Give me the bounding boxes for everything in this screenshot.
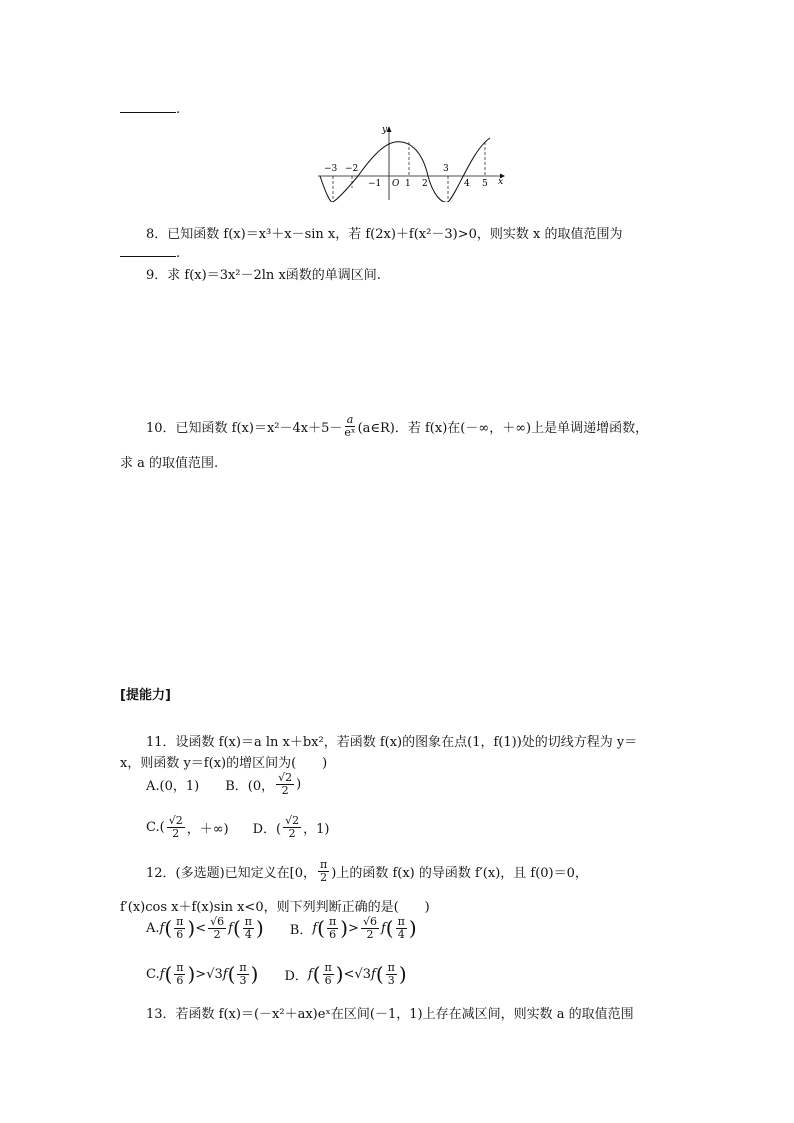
option-a[interactable]: A. f ( $\frac{\pi}{6}$ ) < $\frac{√6}{2}$ f ( $\frac{\pi}{4}$ ) [146, 915, 264, 941]
question-12-line2: f′(x)cos x＋f(x)sin x<0，则下列判断正确的是( ) [120, 900, 430, 915]
question-10: 10．已知函数 f(x)＝x²－4x＋5－ $\frac{a}{\text{eˣ}}$ (a∈R)．若 f(x)在(－∞，＋∞)上是单调递增函数， [146, 413, 649, 439]
section-title: [提能力] [120, 688, 171, 703]
question-12-options-ab [146, 916, 417, 940]
y-axis-label: y [382, 125, 388, 135]
option-b[interactable]: B． f ( $\frac{\pi}{6}$ ) > $\frac{√6}{2}$ f ( $\frac{\pi}{4}$ ) [289, 915, 417, 941]
question-10-line2: 求 a 的取值范围. [120, 456, 219, 471]
tick-label: −2 [345, 164, 359, 174]
question-8-answer-blank: . [120, 244, 180, 261]
tick-label: −1 [368, 179, 382, 189]
option-b[interactable]: B．(0， $\frac{√2}{2}$ ) [225, 771, 302, 797]
answer-blank-top: . [120, 100, 180, 117]
question-11-options-cd [146, 815, 329, 839]
x-axis-label: x [498, 177, 504, 187]
option-c[interactable]: C.( $\frac{√2}{2}$ ，＋∞) [146, 814, 229, 840]
option-c[interactable]: C. f ( $\frac{\pi}{6}$ ) > √3 f ( $\frac{\pi}{3}$ ) [146, 961, 259, 987]
question-8: 8．已知函数 f(x)＝x³＋x－sin x，若 f(2x)＋f(x²－3)>0，则实数 x 的取值范围为 [146, 227, 623, 242]
tick-label: 3 [443, 164, 449, 174]
fraction-a-over-ex: $\frac{a}{\text{eˣ}}$ [344, 413, 356, 439]
y-axis-arrow [387, 126, 392, 132]
fraction-sqrt2-over-2: $\frac{√2}{2}$ [285, 814, 300, 840]
question-9: 9．求 f(x)＝3x²－2ln x函数的单调区间. [146, 268, 381, 283]
tick-label: 1 [405, 179, 411, 189]
tick-label: 2 [422, 179, 428, 189]
question-12-line1: 12．(多选题)已知定义在[0， $\frac{\pi}{2}$ )上的函数 f(x) 的导函数 f′(x)，且 f(0)＝0， [146, 858, 588, 884]
question-11-line2: x，则函数 y＝f(x)的增区间为( ) [120, 756, 328, 771]
question-13: 13．若函数 f(x)＝(－x²＋ax)eˣ在区间(－1，1)上存在减区间，则实数 a 的取值范围 [146, 1007, 634, 1022]
question-11-options-ab [146, 772, 301, 796]
function-graph [312, 120, 508, 202]
blank-line [120, 244, 176, 257]
option-d[interactable]: D．( $\frac{√2}{2}$ ，1) [252, 814, 330, 840]
fraction-pi-over-2: $\frac{\pi}{2}$ [320, 858, 328, 884]
tick-label: 5 [482, 179, 488, 189]
tick-label: 4 [464, 179, 470, 189]
fraction-sqrt2-over-2: $\frac{√2}{2}$ [278, 771, 293, 797]
option-a[interactable]: A.(0，1) [146, 778, 200, 794]
option-d[interactable]: D． f ( $\frac{\pi}{6}$ ) < √3 f ( $\frac{\pi}{3}$ ) [284, 961, 407, 987]
question-12-options-cd [146, 962, 407, 986]
question-11-line1: 11．设函数 f(x)＝a ln x＋bx²，若函数 f(x)的图象在点(1，f(1))处的切线方程为 y＝ [146, 735, 638, 750]
fraction-sqrt2-over-2: $\frac{√2}{2}$ [168, 814, 183, 840]
tick-label: −3 [324, 164, 338, 174]
origin-label: O [392, 179, 400, 189]
blank-line [120, 100, 176, 113]
